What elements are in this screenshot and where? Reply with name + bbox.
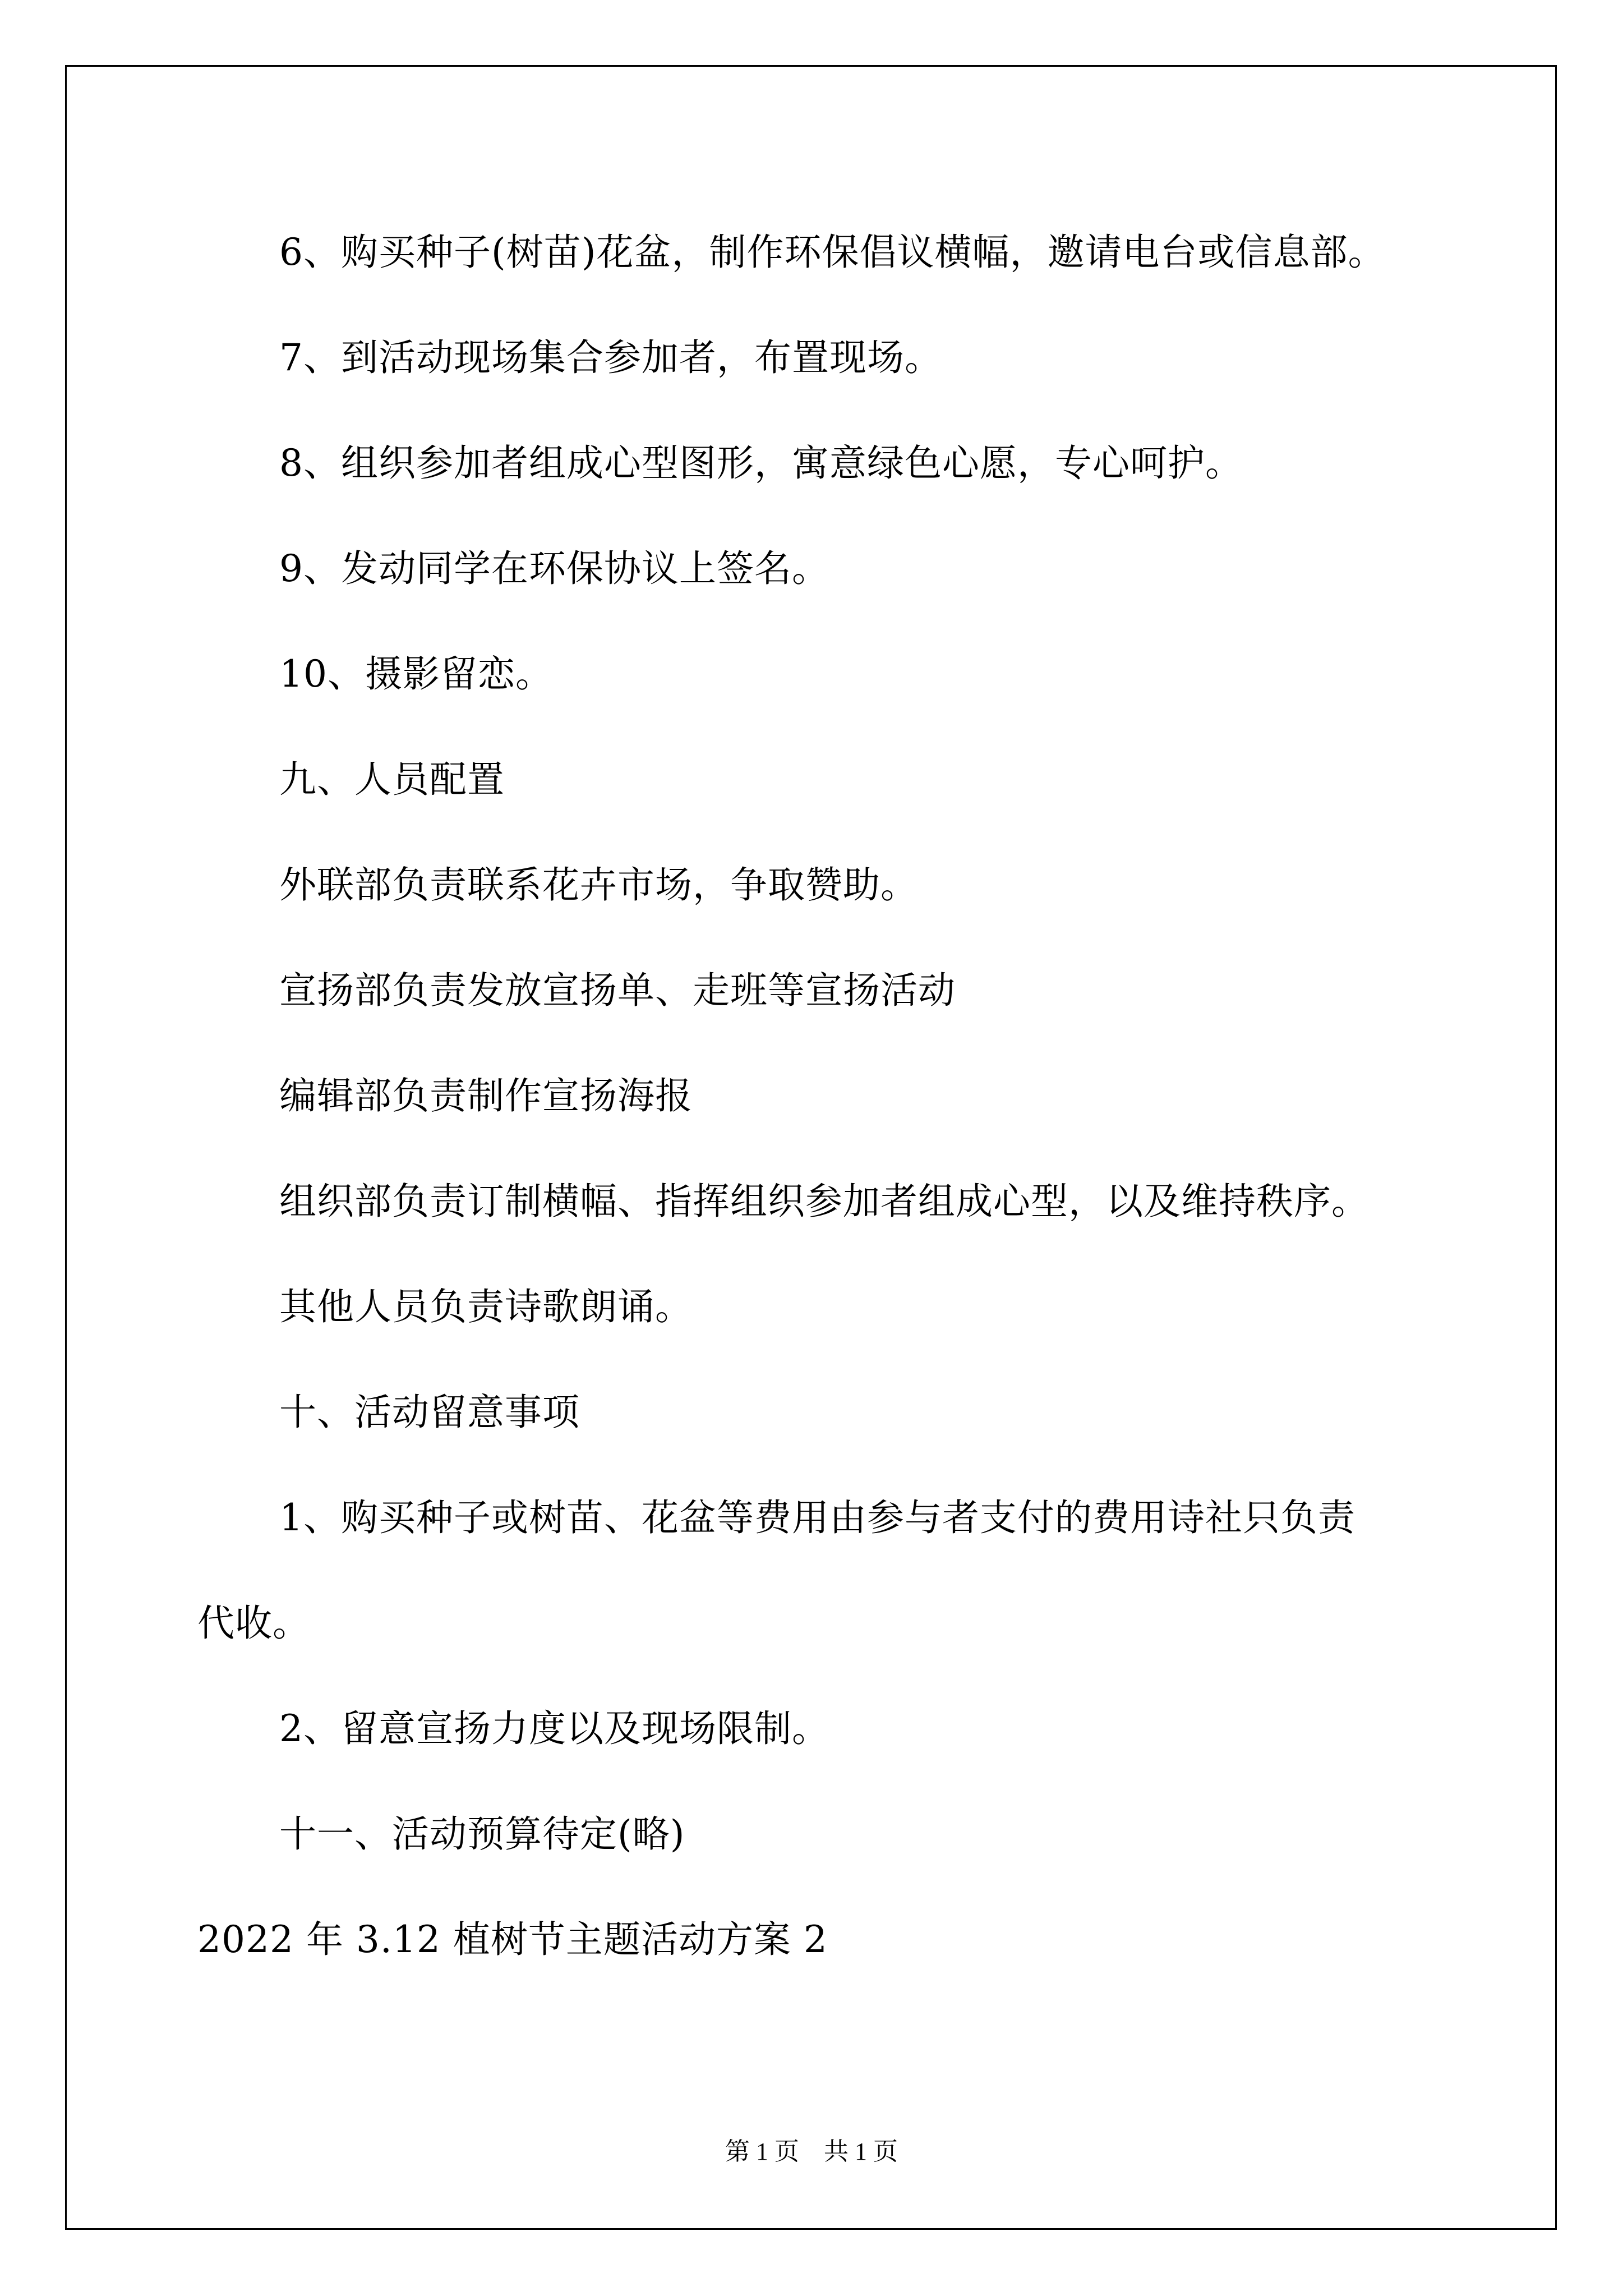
list-item-7: 7、到活动现场集合参加者，布置现场。 [279,336,942,379]
paragraph-organization-dept: 组织部负责订制横幅、指挥组织参加者组成心型，以及维持秩序。 [279,1180,1369,1223]
paragraph-liaison-dept: 外联部负责联系花卉市场，争取赞助。 [279,863,918,907]
section-heading-budget: 十一、活动预算待定(略) [279,1812,685,1856]
section-heading-notes: 十、活动留意事项 [279,1391,580,1434]
page-footer: 第 1 页 共 1 页 [725,2138,898,2165]
notes-item-1: 1、购买种子或树苗、花盆等费用由参与者支付的费用诗社只负责 [279,1496,1355,1539]
page-border [65,65,1557,2230]
document-title-2: 2022 年 3.12 植树节主题活动方案 2 [197,1918,828,1961]
paragraph-other-staff: 其他人员负责诗歌朗诵。 [279,1285,693,1328]
list-item-6: 6、购买种子(树苗)花盆，制作环保倡议横幅，邀请电台或信息部。 [279,231,1386,274]
section-heading-staffing: 九、人员配置 [279,758,505,801]
list-item-9: 9、发动同学在环保协议上签名。 [279,547,829,590]
notes-item-2: 2、留意宣扬力度以及现场限制。 [279,1707,829,1750]
notes-item-1-continued: 代收。 [197,1602,310,1645]
list-item-10: 10、摄影留恋。 [279,652,553,696]
paragraph-publicity-dept: 宣扬部负责发放宣扬单、走班等宣扬活动 [279,969,956,1012]
list-item-8: 8、组织参加者组成心型图形，寓意绿色心愿，专心呵护。 [279,441,1243,485]
paragraph-editorial-dept: 编辑部负责制作宣扬海报 [279,1074,693,1117]
